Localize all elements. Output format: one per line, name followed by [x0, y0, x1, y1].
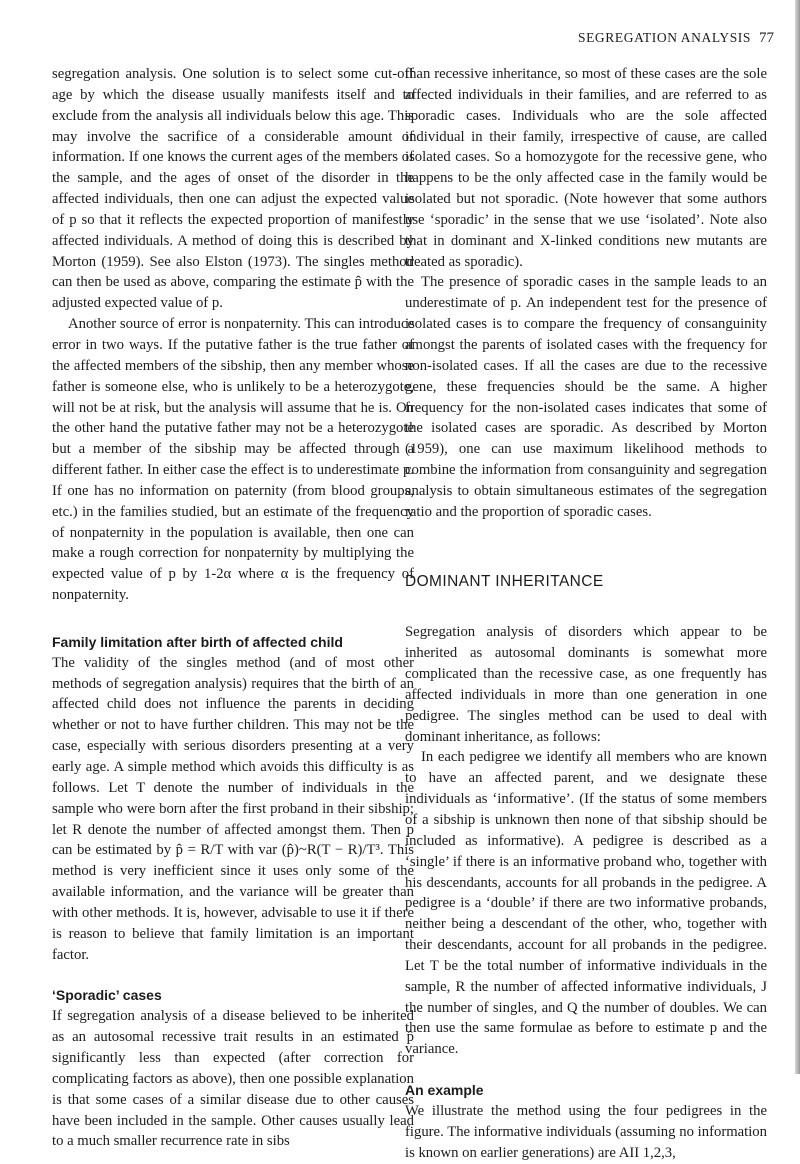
left-paragraph-3: The validity of the singles method (and of most other methods of segregation analysis) requires that the birth of an affected child does not influence the parents in deciding whether or not to have further children. This may not be the case, especially with serious disorders presenting at a very early age. A simple method which avoids this difficulty is as follows. Let T denote the number of individuals in the sample who were born after the first proband in their sibship; let R denote the number of affected amongst them. Then p can be estimated by p̂ = R/T with var (p̂)~R(T − R)/T³. This method is very inefficient since it uses only some of the available information, and the variance will be greater than with other methods. It is, however, advisable to use it if there is reason to believe that family limitation is an important factor. [52, 654, 414, 963]
right-paragraph-5: We illustrate the method using the four pedigrees in the figure. The informative individuals (assuming no information is known on earlier generations) are AII 1,2,3, [405, 1102, 767, 1161]
right-paragraph-3: Segregation analysis of disorders which appear to be inherited as autosomal dominants is somewhat more complicated than the recessive case, as one frequently has affected individuals in more than one generation in one pedigree. The singles method can be used to deal with dominant inheritance, as follows: [405, 624, 767, 745]
heading-an-example: An example [405, 1082, 484, 1099]
heading-sporadic-cases: ‘Sporadic’ cases [52, 987, 162, 1004]
heading-dominant-inheritance: DOMINANT INHERITANCE [405, 572, 604, 590]
right-paragraph-1: than recessive inheritance, so most of these cases are the sole affected individuals in their families, and are referred to as sporadic cases. Individuals who are the sole affected individual in their family, irrespective of cause, are called isolated cases. So a homozygote for the recessive gene, who happens to be the only affected case in the family would be isolated but not sporadic. (Note however that some authors use ‘sporadic’ in the sense that we use ‘isolated’. Note also that in dominant and X-linked conditions new mutants are treated as sporadic). [405, 66, 767, 270]
running-header [546, 30, 774, 47]
right-paragraph-2: The presence of sporadic cases in the sample leads to an underestimate of p. An independent test for the presence of isolated cases is to compare the frequency of consanguinity amongst the parents of isolated cases with the frequency for non-isolated cases. If all the cases are due to the recessive gene, these frequencies should be the same. A higher frequency for the non-isolated cases indicates that some of the isolated cases are sporadic. As described by Morton (1959), one can use maximum likelihood methods to combine the information from consanguinity and segregation analysis to obtain simultaneous estimates of the segregation ratio and the proportion of sporadic cases. [405, 274, 767, 520]
left-column [52, 64, 414, 1152]
page-edge [795, 0, 800, 1074]
heading-family-limitation: Family limitation after birth of affected child [52, 633, 343, 650]
right-column [405, 64, 767, 1164]
right-paragraph-4: In each pedigree we identify all members who are known to have an affected parent, and we designate these individuals as ‘informative’. (If the status of some members of a sibship is unknown then none of that sibship should be included as informative). A pedigree is described as a ‘single’ if there is an informative proband who, together with his descendants, accounts for all probands in the pedigree. A pedigree is a ‘double’ if there are two informative probands, neither being a descendant of the other, who, together with their descendants, account for all probands in the pedigree. Let T be the total number of informative individuals in the sample, R the number of affected informative individuals, J the number of singles, and Q the number of doubles. We can then use the same formulae as before to estimate p and the variance. [405, 749, 767, 1058]
left-paragraph-4: If segregation analysis of a disease believed to be inherited as an autosomal recessive trait results in an estimated p̂ significantly less than expected (after correction for complicating factors as above), then one possible explanation is that some cases of a similar disease due to other causes have been included in the sample. Other causes usually lead to a much smaller recurrence rate in sibs [52, 1008, 414, 1150]
left-paragraph-1: segregation analysis. One solution is to select some cut-off age by which the disease usually manifests itself and to exclude from the analysis all individuals below this age. This may involve the sacrifice of a considerable amount of information. If one knows the current ages of the members of the sample, and the ages of onset of the disorder in the affected individuals, then one can adjust the expected value of p so that it reflects the expected proportion of manifestly affected individuals. A method of doing this is described by Morton (1959). See also Elston (1973). The singles method can then be used as above, comparing the estimate p̂ with the adjusted expected value of p. [52, 66, 414, 312]
page-number: 77 [759, 30, 774, 46]
left-paragraph-2: Another source of error is nonpaternity. This can introduce error in two ways. If the putative father is the true father of the affected members of the sibship, then any member whose father is someone else, who is unlikely to be a heterozygote, will not be at risk, but the analysis will assume that he is. On the other hand the putative father may not be a heterozygote but a member of the sibship may be affected through a different father. In either case the effect is to underestimate p. If one has no information on paternity (from blood groups, etc.) in the families studied, but an estimate of the frequency of nonpaternity in the population is available, then one can make a rough correction for nonpaternity by multiplying the expected value of p by 1-2α where α is the frequency of nonpaternity. [52, 316, 414, 604]
running-title: SEGREGATION ANALYSIS [577, 30, 751, 45]
